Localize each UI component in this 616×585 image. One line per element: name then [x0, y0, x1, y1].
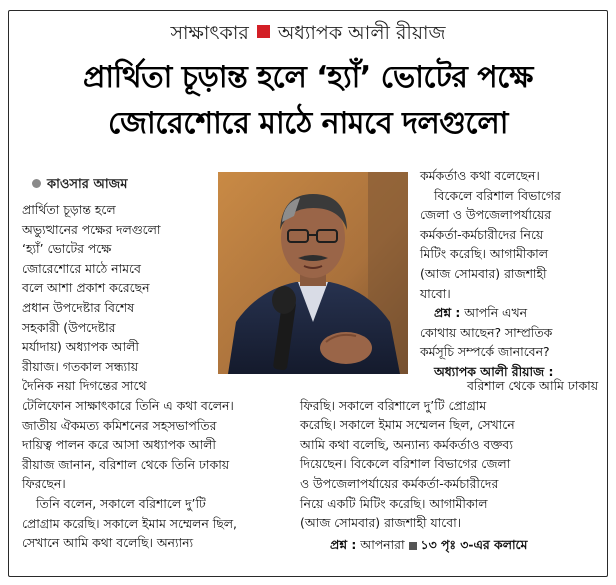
text-line: আমি কথা বলেছি, অন্যান্য কর্মকর্তাও বক্তব্য [300, 436, 513, 452]
text-line: বলে আশা প্রকাশ করেছেন [22, 280, 150, 296]
left-column-wide [22, 396, 300, 553]
text-line: নিয়ে একটি মিটিং করেছি। আগামীকাল [300, 495, 488, 511]
text-line: রীয়াজ। গতকাল সন্ধ্যায় [22, 358, 139, 374]
question-line: কোথায় আছেন? সাম্প্রতিক [420, 324, 553, 340]
text-line: দিয়েছেন। বিকেলে বরিশাল বিভাগের জেলা [300, 456, 511, 472]
red-square-icon [257, 25, 270, 38]
text-line: প্রোগ্রাম করেছি। সকালে ইমাম সম্মেলন ছিল, [22, 515, 237, 531]
right-column-wide [300, 376, 598, 533]
headline-line-2: জোরেশোরে মাঠে নামবে দলগুলো [108, 106, 508, 141]
text-line: জাতীয় ঐকমত্য কমিশনের সহসভাপতির [22, 417, 217, 433]
footer-question-label: প্রশ্ন : [330, 537, 357, 552]
text-line: বিকেলে বরিশাল বিভাগের [434, 187, 561, 203]
kicker-label: সাক্ষাৎকার [170, 22, 249, 44]
text-line: ফিরছেন। [22, 476, 66, 492]
left-column-narrow [22, 200, 206, 396]
headline-line-1: প্রার্থিতা চূড়ান্ত হলে ‘হ্যাঁ’ ভোটের পক্ষে [83, 60, 533, 95]
question-text: আপনি এখন [464, 305, 527, 321]
text-line: দৈনিক নয়া দিগন্তের সাথে [22, 378, 147, 394]
portrait-photo [218, 172, 408, 374]
text-line: সেখানে আমি কথা বলেছি। অন্যান্য [22, 535, 194, 551]
portrait-illustration [218, 172, 408, 374]
answer-label: অধ্যাপক আলী রীয়াজ : [434, 363, 554, 379]
text-line: প্রার্থিতা চূড়ান্ত হলে [22, 202, 116, 217]
text-line: রীয়াজ জানান, বরিশাল থেকে তিনি ঢাকায় [22, 456, 230, 472]
text-line: ও উপজেলাপর্যায়ের কর্মকর্তা-কর্মচারীদের [300, 475, 499, 491]
continuation-line [330, 536, 527, 554]
text-line: মর্যাদায়) অধ্যাপক আলী [22, 339, 139, 355]
text-line: (আজ সোমবার) রাজশাহী যাবো। [300, 515, 462, 531]
right-column [420, 166, 598, 382]
text-line: দায়িত্ব পালন করে আসা অধ্যাপক আলী [22, 437, 216, 453]
square-bullet-icon [409, 542, 417, 550]
author-name: কাওসার আজম [47, 177, 128, 192]
text-line: অভ্যুত্থানের পক্ষের দলগুলো [22, 221, 161, 237]
text-line: করেছি। সকালে ইমাম সম্মেলন ছিল, সেখানে [300, 417, 515, 433]
question-label: প্রশ্ন : [434, 305, 461, 321]
question-line: কর্মসূচি সম্পর্কে জানাবেন? [420, 344, 550, 360]
answer-first-line: বরিশাল থেকে আমি ঢাকায় [467, 378, 598, 393]
text-line: জেলা ও উপজেলাপর্যায়ের [420, 207, 552, 223]
text-line: জোরেশোরে মাঠে নামবে [22, 260, 141, 276]
question-line [420, 303, 598, 323]
text-line: যাবো। [420, 285, 451, 301]
text-line: টেলিফোন সাক্ষাৎকারে তিনি এ কথা বলেন। [22, 398, 234, 413]
footer-question-text: আপনারা [360, 537, 405, 552]
text-line: কর্মকর্তা-কর্মচারীদের নিয়ে [420, 226, 544, 242]
text-line: মিটিং করেছি। আগামীকাল [420, 246, 548, 262]
text-line: ‘হ্যাঁ’ ভোটের পক্ষে [22, 241, 112, 257]
text-line: সহকারী (উপদেষ্টার [22, 319, 116, 335]
text-line: কর্মকর্তাও কথা বলেছেন। [420, 168, 540, 183]
text-line: ফিরছি। সকালে বরিশালে দু’টি প্রোগ্রাম [300, 397, 487, 413]
bullet-icon [32, 179, 41, 188]
kicker-person: অধ্যাপক আলী রীয়াজ [277, 22, 446, 44]
text-line: তিনি বলেন, সকালে বরিশালে দু’টি [36, 495, 206, 511]
text-line: (আজ সোমবার) রাজশাহী [420, 265, 547, 281]
byline [32, 176, 127, 194]
text-line: প্রধান উপদেষ্টার বিশেষ [22, 299, 135, 315]
kicker [0, 20, 616, 46]
continued-on: ১৩ পৃঃ ৩-এর কলামে [420, 537, 528, 552]
